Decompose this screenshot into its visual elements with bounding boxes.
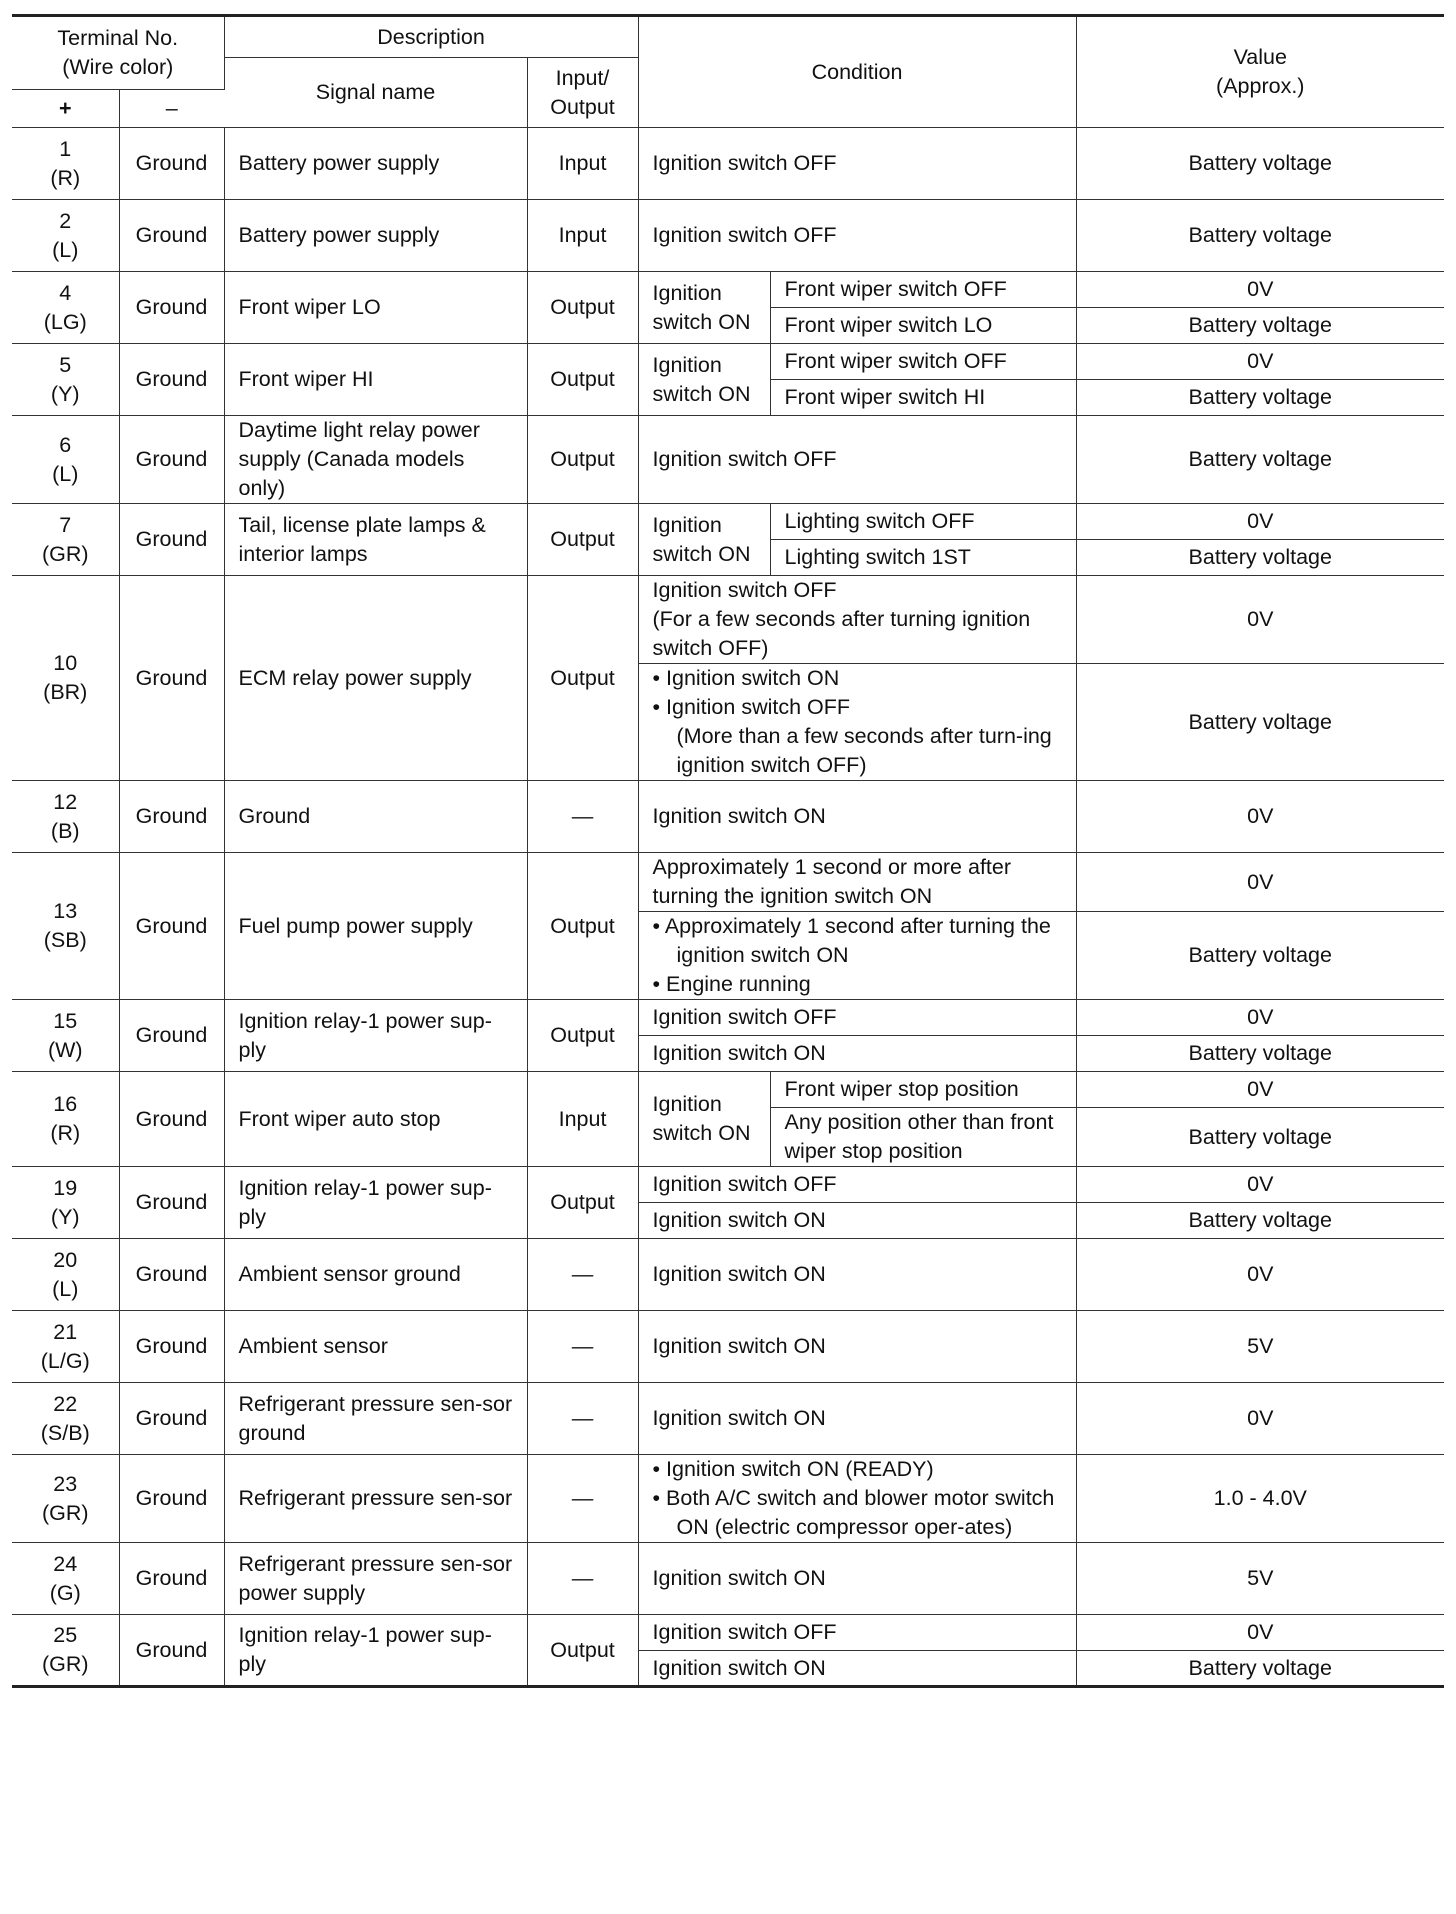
negative-terminal: Ground — [119, 504, 224, 576]
condition-bullets — [638, 664, 1076, 781]
negative-terminal: Ground — [119, 1543, 224, 1615]
signal-name: Tail, license plate lamps & interior lamps — [224, 504, 527, 576]
signal-name: Ignition relay-1 power sup-ply — [224, 1167, 527, 1239]
value: 5V — [1076, 1543, 1444, 1615]
condition-bullets — [638, 912, 1076, 1000]
table-row — [12, 416, 1444, 504]
value: Battery voltage — [1076, 200, 1444, 272]
input-output: Input — [527, 200, 638, 272]
input-output: Output — [527, 272, 638, 344]
condition: Approximately 1 second or more after turning the ignition switch ON — [638, 853, 1076, 912]
terminal-number: 16 (R) — [12, 1072, 119, 1167]
table-row — [12, 1311, 1444, 1383]
value: Battery voltage — [1076, 1108, 1444, 1167]
table-row — [12, 1072, 1444, 1108]
terminal-number: 1 (R) — [12, 128, 119, 200]
signal-name: Battery power supply — [224, 128, 527, 200]
value: Battery voltage — [1076, 1036, 1444, 1072]
condition-main: Ignition switch ON — [638, 272, 770, 344]
input-output: — — [527, 1543, 638, 1615]
signal-name: Ignition relay-1 power sup-ply — [224, 1615, 527, 1687]
condition-header: Condition — [638, 16, 1076, 128]
negative-terminal: Ground — [119, 272, 224, 344]
terminal-number: 2 (L) — [12, 200, 119, 272]
terminal-number: 13 (SB) — [12, 853, 119, 1000]
negative-terminal: Ground — [119, 1239, 224, 1311]
condition-sub: Lighting switch 1ST — [770, 540, 1076, 576]
condition-sub: Front wiper switch HI — [770, 380, 1076, 416]
signal-name: Refrigerant pressure sen-sor ground — [224, 1383, 527, 1455]
condition: Ignition switch OFF — [638, 1615, 1076, 1651]
input-output: Output — [527, 1167, 638, 1239]
input-output: Output — [527, 344, 638, 416]
signal-name: Front wiper LO — [224, 272, 527, 344]
value: Battery voltage — [1076, 540, 1444, 576]
terminal-number: 23 (GR) — [12, 1455, 119, 1543]
terminal-number: 7 (GR) — [12, 504, 119, 576]
table-row — [12, 1455, 1444, 1543]
input-output: — — [527, 1383, 638, 1455]
table-body — [12, 128, 1444, 1687]
value: Battery voltage — [1076, 416, 1444, 504]
value: 0V — [1076, 781, 1444, 853]
table-row — [12, 576, 1444, 664]
value: Battery voltage — [1076, 128, 1444, 200]
negative-terminal: Ground — [119, 344, 224, 416]
value-header: Value (Approx.) — [1076, 16, 1444, 128]
table-row — [12, 1615, 1444, 1651]
condition: Ignition switch OFF (For a few seconds after turning ignition switch OFF) — [638, 576, 1076, 664]
table-row — [12, 1167, 1444, 1203]
signal-name: Refrigerant pressure sen-sor power supply — [224, 1543, 527, 1615]
terminal-number: 25 (GR) — [12, 1615, 119, 1687]
value: 0V — [1076, 853, 1444, 912]
input-output: Input — [527, 128, 638, 200]
table-row — [12, 1000, 1444, 1036]
value: 0V — [1076, 344, 1444, 380]
condition-sub: Front wiper switch OFF — [770, 344, 1076, 380]
value: 5V — [1076, 1311, 1444, 1383]
input-output: — — [527, 1239, 638, 1311]
signal-name: Ground — [224, 781, 527, 853]
terminal-table — [12, 14, 1444, 1688]
condition-main: Ignition switch ON — [638, 344, 770, 416]
terminal-number: 5 (Y) — [12, 344, 119, 416]
condition-sub: Any position other than front wiper stop position — [770, 1108, 1076, 1167]
bullet-item: • Approximately 1 second after turning the ignition switch ON — [652, 914, 1051, 967]
condition: Ignition switch ON — [638, 1239, 1076, 1311]
condition: Ignition switch ON — [638, 1543, 1076, 1615]
negative-terminal: Ground — [119, 1615, 224, 1687]
table-row — [12, 781, 1444, 853]
description-header: Description — [224, 16, 638, 58]
signal-name: Ignition relay-1 power sup-ply — [224, 1000, 527, 1072]
input-output: Input — [527, 1072, 638, 1167]
condition: Ignition switch ON — [638, 1036, 1076, 1072]
condition: Ignition switch ON — [638, 1383, 1076, 1455]
condition-sub: Front wiper switch LO — [770, 308, 1076, 344]
condition: Ignition switch OFF — [638, 1167, 1076, 1203]
value: 0V — [1076, 272, 1444, 308]
input-output: — — [527, 1455, 638, 1543]
signal-name: Ambient sensor — [224, 1311, 527, 1383]
value: 0V — [1076, 576, 1444, 664]
signal-name: ECM relay power supply — [224, 576, 527, 781]
table-row — [12, 344, 1444, 380]
negative-terminal: Ground — [119, 1000, 224, 1072]
value: 0V — [1076, 1383, 1444, 1455]
value: 0V — [1076, 1167, 1444, 1203]
value: 0V — [1076, 1615, 1444, 1651]
input-output: Output — [527, 504, 638, 576]
condition: Ignition switch ON — [638, 1311, 1076, 1383]
terminal-number: 4 (LG) — [12, 272, 119, 344]
signal-name-header: Signal name — [224, 58, 527, 128]
bullet-item: • Engine running — [652, 972, 811, 996]
table-row — [12, 128, 1444, 200]
input-output: Output — [527, 1000, 638, 1072]
negative-terminal: Ground — [119, 1072, 224, 1167]
condition: Ignition switch OFF — [638, 200, 1076, 272]
signal-name: Daytime light relay power supply (Canada models only) — [224, 416, 527, 504]
negative-terminal: Ground — [119, 1167, 224, 1239]
value: Battery voltage — [1076, 1203, 1444, 1239]
input-output: Output — [527, 1615, 638, 1687]
signal-name: Refrigerant pressure sen-sor — [224, 1455, 527, 1543]
signal-name: Front wiper HI — [224, 344, 527, 416]
bullet-item: • Ignition switch ON (READY) — [652, 1457, 934, 1481]
table-row — [12, 272, 1444, 308]
negative-terminal: Ground — [119, 781, 224, 853]
bullet-item: • Ignition switch OFF (More than a few seconds after turn-ing ignition switch OFF) — [652, 695, 1052, 777]
bullet-item: • Ignition switch ON — [652, 666, 840, 690]
value: 0V — [1076, 504, 1444, 540]
terminal-number: 22 (S/B) — [12, 1383, 119, 1455]
value: Battery voltage — [1076, 664, 1444, 781]
input-output: Output — [527, 853, 638, 1000]
condition: Ignition switch ON — [638, 1651, 1076, 1687]
negative-terminal: Ground — [119, 1455, 224, 1543]
table-row — [12, 1543, 1444, 1615]
signal-name: Fuel pump power supply — [224, 853, 527, 1000]
condition-sub: Front wiper switch OFF — [770, 272, 1076, 308]
value: 1.0 - 4.0V — [1076, 1455, 1444, 1543]
table-row — [12, 504, 1444, 540]
negative-terminal: Ground — [119, 853, 224, 1000]
terminal-number: 10 (BR) — [12, 576, 119, 781]
bullet-item: • Both A/C switch and blower motor switch ON (electric compressor oper-ates) — [652, 1486, 1055, 1539]
value: 0V — [1076, 1072, 1444, 1108]
signal-name: Front wiper auto stop — [224, 1072, 527, 1167]
condition-sub: Lighting switch OFF — [770, 504, 1076, 540]
condition: Ignition switch ON — [638, 781, 1076, 853]
terminal-number: 19 (Y) — [12, 1167, 119, 1239]
value: Battery voltage — [1076, 380, 1444, 416]
condition-main: Ignition switch ON — [638, 504, 770, 576]
value: Battery voltage — [1076, 1651, 1444, 1687]
input-output: — — [527, 1311, 638, 1383]
condition: Ignition switch ON — [638, 1203, 1076, 1239]
condition-main: Ignition switch ON — [638, 1072, 770, 1167]
plus-header: + — [12, 90, 119, 128]
negative-terminal: Ground — [119, 1311, 224, 1383]
negative-terminal: Ground — [119, 128, 224, 200]
terminal-number: 6 (L) — [12, 416, 119, 504]
table-row — [12, 1239, 1444, 1311]
terminal-number: 24 (G) — [12, 1543, 119, 1615]
condition: Ignition switch OFF — [638, 128, 1076, 200]
input-output: Output — [527, 576, 638, 781]
terminal-number: 12 (B) — [12, 781, 119, 853]
negative-terminal: Ground — [119, 576, 224, 781]
terminal-number: 20 (L) — [12, 1239, 119, 1311]
input-output-header: Input/ Output — [527, 58, 638, 128]
negative-terminal: Ground — [119, 200, 224, 272]
table-row — [12, 853, 1444, 912]
value: 0V — [1076, 1239, 1444, 1311]
condition: Ignition switch OFF — [638, 416, 1076, 504]
table-row — [12, 200, 1444, 272]
input-output: — — [527, 781, 638, 853]
signal-name: Battery power supply — [224, 200, 527, 272]
signal-name: Ambient sensor ground — [224, 1239, 527, 1311]
table-row — [12, 1383, 1444, 1455]
terminal-number: 21 (L/G) — [12, 1311, 119, 1383]
value: Battery voltage — [1076, 912, 1444, 1000]
negative-terminal: Ground — [119, 416, 224, 504]
value: Battery voltage — [1076, 308, 1444, 344]
condition: Ignition switch OFF — [638, 1000, 1076, 1036]
value: 0V — [1076, 1000, 1444, 1036]
negative-terminal: Ground — [119, 1383, 224, 1455]
condition-bullets — [638, 1455, 1076, 1543]
input-output: Output — [527, 416, 638, 504]
terminal-no-header: Terminal No. (Wire color) — [12, 16, 224, 90]
minus-header: – — [119, 90, 224, 128]
condition-sub: Front wiper stop position — [770, 1072, 1076, 1108]
terminal-number: 15 (W) — [12, 1000, 119, 1072]
